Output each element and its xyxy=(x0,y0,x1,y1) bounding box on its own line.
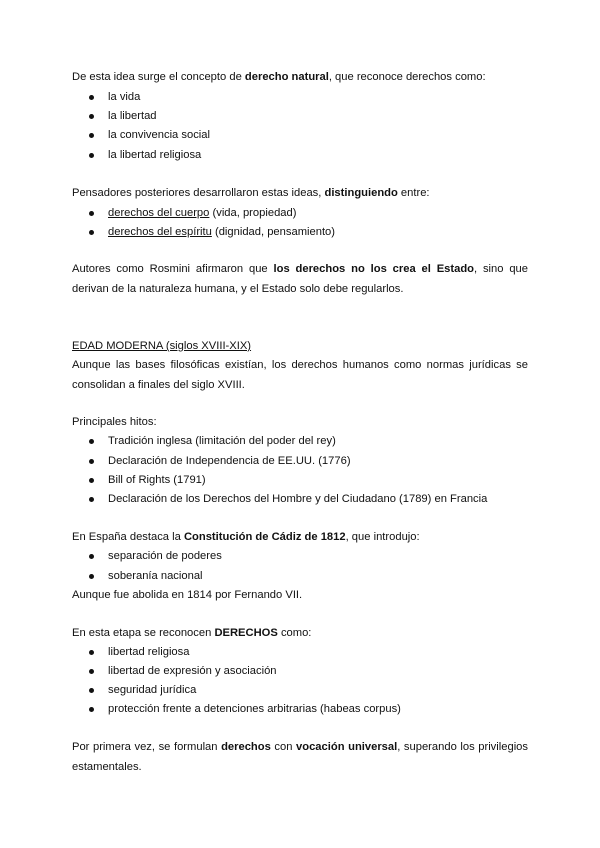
modern-intro: Aunque las bases filosóficas existían, los derechos humanos como normas jurídicas se consolidan a finales del siglo XVIII. xyxy=(72,359,528,391)
rosmini-paragraph: Autores como Rosmini afirmaron que los derechos no los crea el Estado, sino que derivan de la naturaleza humana, y el Estado solo debe regularlos. xyxy=(72,263,528,295)
final-paragraph: Por primera vez, se formulan derechos con vocación universal, superando los privilegios estamentales. xyxy=(72,741,528,773)
derecho-natural-intro: De esta idea surge el concepto de derecho natural, que reconoce derechos como: xyxy=(72,71,486,83)
hitos-title: Principales hitos: xyxy=(72,416,157,428)
spain-note: Aunque fue abolida en 1814 por Fernando VII. xyxy=(72,589,303,601)
rights-intro: En esta etapa se reconocen DERECHOS como: xyxy=(72,627,312,639)
spain-intro: En España destaca la Constitución de Cádiz de 1812, que introdujo: xyxy=(72,531,420,543)
pensadores-intro: Pensadores posteriores desarrollaron estas ideas, distinguiendo entre: xyxy=(72,187,430,199)
section-heading: EDAD MODERNA (siglos XVIII-XIX) xyxy=(72,340,252,352)
